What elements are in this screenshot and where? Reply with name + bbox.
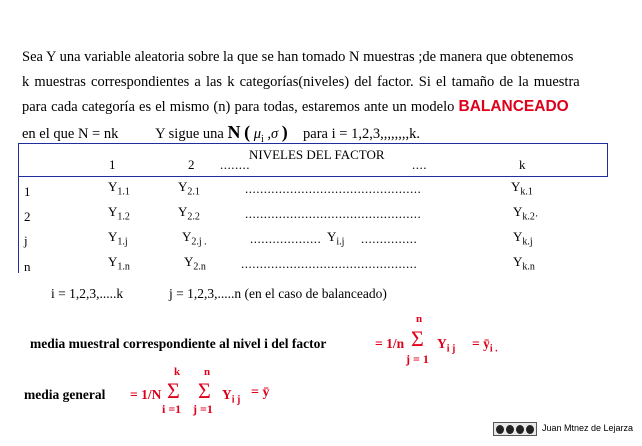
row-label: j	[24, 233, 28, 248]
close-paren: )	[281, 122, 288, 142]
table-header-dots: ........	[220, 157, 250, 172]
cell-y: $Y_{1.n}$	[108, 254, 130, 273]
table-header-col-2: 2	[188, 157, 195, 172]
normal-dist-symbol: N	[227, 122, 241, 142]
formula-2-result: = ȳ	[251, 385, 270, 400]
intro-line-4-c: para i = 1,2,3,,,,,,,,k.	[303, 126, 420, 142]
formula-1-term: $Y_{i j}$	[437, 336, 456, 355]
intro-line-3	[22, 95, 569, 120]
cell-y: $Y_{1.j}$	[108, 229, 128, 248]
table-header-dots-2: ....	[412, 157, 427, 172]
sigma-icon: Σ	[167, 378, 180, 403]
cell-y: $Y_{1.2}$	[108, 204, 130, 223]
formula-1-result: = $ȳ_{i .}$	[472, 336, 498, 355]
table-header-col-1: 1	[109, 157, 116, 172]
formula-2-eq: = 1/N	[130, 387, 162, 402]
i-range-note: i = 1,2,3,.....k	[51, 286, 124, 301]
formula-2-upper-k: k	[174, 366, 181, 378]
sa-icon	[526, 425, 534, 434]
cell-y: $Y_{k.1}$	[511, 179, 533, 198]
formula-2-term: $Y_{i j}$	[222, 387, 241, 406]
cell-dots: ...............	[361, 231, 418, 246]
cell-dots: ...............................................	[245, 206, 422, 221]
intro-line-4-a: en el que N = nk	[22, 126, 119, 142]
row-label: n	[24, 259, 31, 274]
sigma-symbol: ,σ	[267, 126, 279, 142]
formula-2-upper-n: n	[204, 366, 211, 378]
mu-subscript: i	[260, 133, 264, 145]
intro-line-4-b: Y sigue una	[155, 126, 224, 142]
mu-symbol: μ	[253, 126, 261, 142]
cell-y: $Y_{k.j}$	[513, 229, 533, 248]
author-credit: Juan Mtnez de Lejarza	[542, 423, 634, 433]
table-header-title: NIVELES DEL FACTOR	[249, 147, 385, 162]
balanceado-keyword: BALANCEADO	[458, 98, 569, 115]
row-label: 1	[24, 184, 31, 199]
cc-license-icon[interactable]	[493, 422, 537, 436]
nc-icon	[516, 425, 524, 434]
cell-dots: ...................	[250, 231, 322, 246]
formula-1-upper: n	[416, 313, 423, 325]
cell-y: $Y_{2.2}$	[178, 204, 200, 223]
row-label: 2	[24, 209, 31, 224]
cell-y: $Y_{2.j .}$	[182, 229, 207, 248]
formula-2-label: media general	[24, 387, 106, 402]
cell-y: $Y_{2.n}$	[184, 254, 206, 273]
open-paren: (	[244, 122, 251, 142]
table-left-rule	[18, 176, 19, 273]
j-range-note: j = 1,2,3,.....n (en el caso de balanceado)	[169, 286, 387, 301]
cell-dots: ...............................................	[245, 181, 422, 196]
cc-icon	[496, 425, 504, 434]
sigma-icon: Σ	[198, 378, 211, 403]
formula-2-lower-j: j =1	[193, 402, 213, 416]
formula-1-lower: j = 1	[406, 352, 429, 366]
by-icon	[506, 425, 514, 434]
table-header-col-k: k	[519, 157, 526, 172]
formula-1-label: media muestral correspondiente al nivel i del factor	[30, 336, 327, 351]
intro-line-2: k muestras correspondientes a las k categorías(niveles) del factor. Si el tamaño de la muestra	[22, 74, 580, 90]
cell-y: $Y_{1.1}$	[108, 179, 130, 198]
cell-y: $Y_{k.n}$	[513, 254, 535, 273]
cell-y: $Y_{2.1}$	[178, 179, 200, 198]
intro-line-1: Sea Y una variable aleatoria sobre la que se han tomado N muestras ;de manera que obtenemos	[22, 49, 574, 65]
cell-y: $Y_{i.j}$	[327, 229, 345, 248]
sigma-icon: Σ	[411, 326, 424, 351]
formula-1-eq: = 1/n	[375, 336, 405, 351]
cell-dots: ...............................................	[241, 256, 418, 271]
formula-2-lower-i: i =1	[162, 402, 182, 416]
data-table	[18, 143, 608, 273]
cell-y: $Y_{k.2\cdot}$	[513, 204, 539, 223]
intro-line-3-text: para cada categoría es el mismo (n) para todas, estaremos ante un modelo	[22, 99, 455, 115]
